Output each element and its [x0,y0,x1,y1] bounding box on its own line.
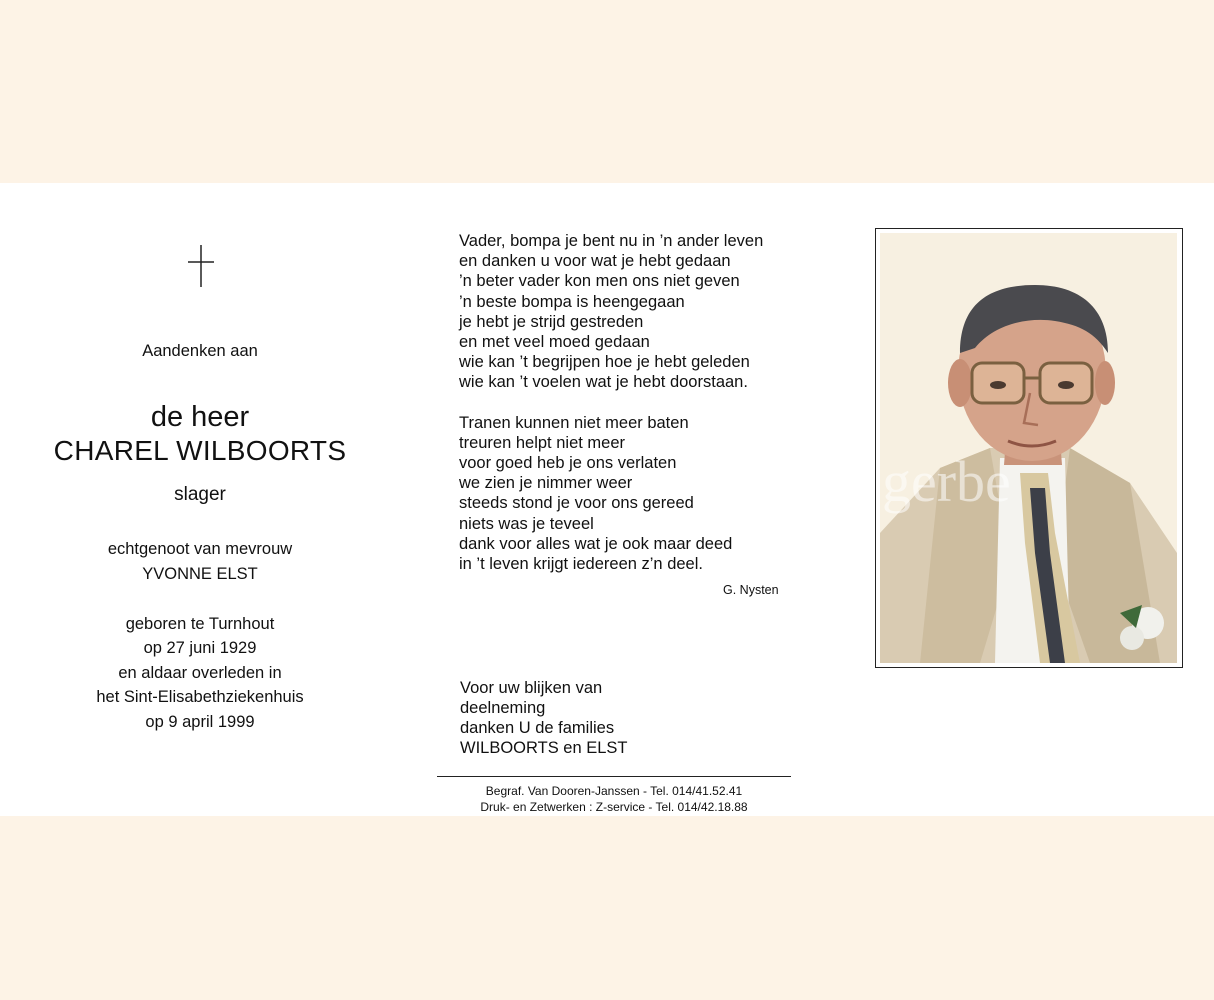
poem-stanza-1 [459,231,839,393]
card-left-panel [0,183,400,816]
death-place: het Sint-Elisabethziekenhuis [96,688,304,706]
thanks-note [460,678,628,758]
spouse-line: echtgenoot van mevrouw [107,540,293,558]
spouse-name: YVONNE ELST [142,565,258,583]
poem-line: wie kan ’t begrijpen hoe je hebt geleden [459,353,750,372]
portrait-illustration [880,233,1177,663]
footer-printer: Druk- en Zetwerken : Z-service - Tel. 014/42.18.88 [480,800,748,814]
birth-place: geboren te Turnhout [125,615,275,633]
poem-line: je hebt je strijd gestreden [459,312,644,331]
poem-line: we zien je nimmer weer [459,474,633,493]
poem-line: Vader, bompa je bent nu in ’n ander leven [459,232,764,250]
poem-stanza-2 [459,413,839,575]
poem-line: Tranen kunnen niet meer baten [459,413,689,432]
printer-footer [437,783,791,815]
poem [459,231,839,574]
footer-funeral-home: Begraf. Van Dooren-Janssen - Tel. 014/41.52.41 [485,784,743,798]
title-text: de heer [150,401,250,433]
poem-line: wie kan ’t voelen wat je hebt doorstaan. [459,373,748,392]
intro-text: Aandenken aan [142,342,258,360]
memorial-card [0,183,1214,816]
thanks-line: danken U de families [460,719,615,737]
thanks-line: WILBOORTS en ELST [460,739,628,757]
death-line: en aldaar overleden in [118,664,282,682]
poem-line: in ’t leven krijgt iedereen z’n deel. [459,555,703,574]
death-date: op 9 april 1999 [145,713,255,731]
poem-author: G. Nysten [723,583,779,597]
poem-line: dank voor alles wat je ook maar deed [459,534,733,553]
portrait-frame [875,228,1183,668]
birth-date: op 27 juni 1929 [143,639,257,657]
thanks-line: deelneming [460,699,546,717]
poem-line: ’n beter vader kon men ons niet geven [459,272,740,291]
poem-line: niets was je teveel [459,514,594,533]
poem-line: treuren helpt niet meer [459,433,626,452]
poem-line: ’n beste bompa is heengegaan [459,292,685,311]
occupation-text: slager [174,484,226,505]
footer-divider [437,776,791,777]
watermark-text: gerbe [882,449,1011,514]
poem-line: steeds stond je voor ons gereed [459,494,694,513]
poem-line: en met veel moed gedaan [459,333,650,352]
poem-line: en danken u voor wat je hebt gedaan [459,252,731,271]
cross-icon [188,245,214,287]
poem-line: voor goed heb je ons verlaten [459,454,677,473]
deceased-name: CHAREL WILBOORTS [53,435,347,466]
portrait-photo [880,233,1177,663]
thanks-line: Voor uw blijken van [460,679,603,697]
